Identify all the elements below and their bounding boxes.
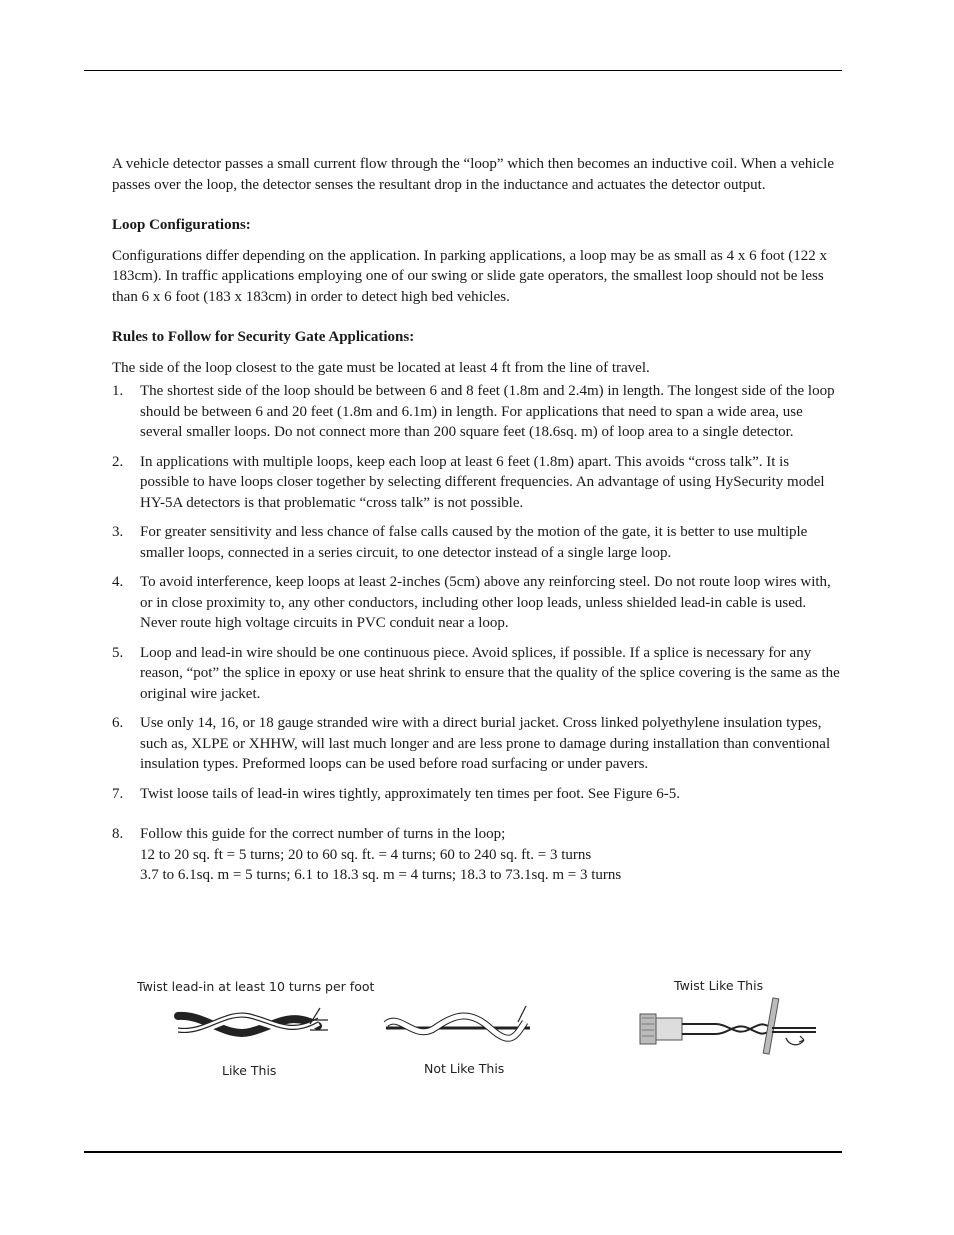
rule-item [112,572,842,634]
header-rule [84,70,842,71]
rule-text: Twist loose tails of lead-in wires tightly, approximately ten times per foot. See Figure 6-5. [140,785,680,802]
loop-configurations-paragraph: Configurations differ depending on the application. In parking applications, a loop may be as small as 4 x 6 foot (122 x 183cm). In traffic applications employing one of our swing or slide gate operators, the smallest loop should not be less than 6 x 6 foot (183 x 183cm) in order to detect high bed vehicles. [112,247,827,305]
rule-text: Use only 14, 16, or 18 gauge stranded wire with a direct burial jacket. Cross linked polyethylene insulation types, such as, XLPE or XHHW, will last much longer and are less prone to damage during installation than conventional insulation types. Preformed loops can be used before road surfacing or under pavers. [140,715,831,772]
rule-item-turns [112,824,842,886]
rule-item [112,381,842,443]
turns-guide-feet: 12 to 20 sq. ft = 5 turns; 20 to 60 sq. ft. = 4 turns; 60 to 240 sq. ft. = 3 turns [140,846,592,863]
loop-configurations-heading: Loop Configurations: [112,217,251,233]
rule-text: To avoid interference, keep loops at least 2-inches (5cm) above any reinforcing steel. Do not route loop wires with, or in close proximity to, any other conductors, including other loop leads, unless shielded lead-in cable is used. Never route high voltage circuits in PVC conduit near a loop. [140,574,831,631]
rule-item [112,643,842,705]
footer-rule [84,1151,842,1153]
figure-caption-not-like: Not Like This [424,1061,505,1076]
rule-number: 2. [112,453,124,470]
turns-guide-intro: Follow this guide for the correct number of turns in the loop; [140,826,506,842]
figure-caption-twist-like: Twist Like This [674,978,764,993]
rule-number: 6. [112,715,124,731]
drill-twist-illustration [636,994,826,1058]
page-body [112,154,842,895]
rule-item [112,784,842,805]
twisted-wires-illustration [170,1002,340,1050]
rule-item [112,522,842,563]
figure-caption-main: Twist lead-in at least 10 turns per foot [137,979,375,994]
rule-text: Loop and lead-in wire should be one continuous piece. Avoid splices, if possible. If a splice is necessary for any reason, “pot” the splice in epoxy or use heat shrink to ensure that the quality of the splice covering is the same as the original wire jacket. [140,644,840,702]
figure-caption-like: Like This [222,1063,277,1078]
rule-item [112,452,842,514]
rule-number: 8. [112,826,124,842]
rule-text: For greater sensitivity and less chance of false calls caused by the motion of the gate, it is better to use multiple smaller loops, connected in a series circuit, to one detector instead of a single large loop. [140,524,808,561]
rule-number: 7. [112,785,124,802]
intro-paragraph: A vehicle detector passes a small current flow through the “loop” which then becomes an inductive coil. When a vehicle passes over the loop, the detector senses the resultant drop in the inductance and actuates the detector output. [112,156,834,193]
rule-item [112,713,842,775]
rules-heading: Rules to Follow for Security Gate Applications: [112,329,415,345]
wrapped-wire-illustration [380,1002,540,1050]
rules-list [112,381,842,886]
rules-lead-paragraph: The side of the loop closest to the gate must be located at least 4 ft from the line of travel. [112,359,650,376]
rule-number: 1. [112,383,124,399]
rule-text: In applications with multiple loops, keep each loop at least 6 feet (1.8m) apart. This avoids “cross talk”. It is possible to have loops closer together by selecting different frequencies. An advantage of using HySecurity model HY-5A detectors is that problematic “cross talk” is not possible. [140,453,825,511]
turns-guide-meters: 3.7 to 6.1sq. m = 5 turns; 6.1 to 18.3 sq. m = 4 turns; 18.3 to 73.1sq. m = 3 turns [140,867,622,883]
rule-number: 3. [112,524,124,540]
rule-number: 5. [112,644,124,661]
rule-text: The shortest side of the loop should be between 6 and 8 feet (1.8m and 2.4m) in length. The longest side of the loop should be between 6 and 20 feet (1.8m and 6.1m) in length. For applications that need to span a wide area, use several smaller loops. Do not connect more than 200 square feet (18.6sq. m) of loop area to a single detector. [140,383,835,440]
rule-number: 4. [112,574,124,590]
